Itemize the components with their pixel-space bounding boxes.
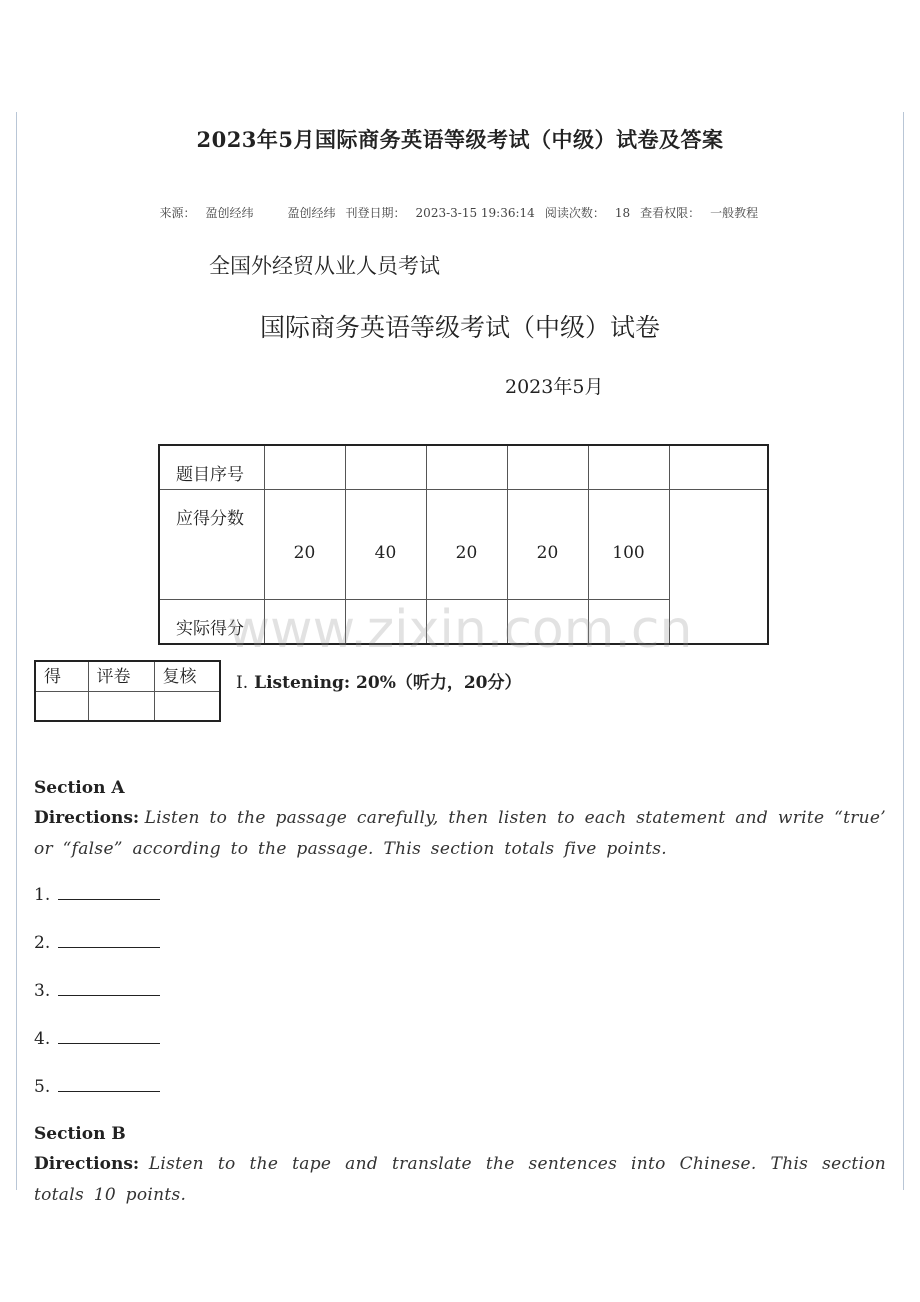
table-row — [35, 691, 220, 721]
points-cell: 40 — [345, 490, 426, 600]
directions-text: Listen to the tape and translate the sentences into Chinese. This section totals 10 points. — [34, 1154, 886, 1205]
part-title: Listening: 20%（听力，20分） — [254, 673, 522, 693]
part-numeral: Ⅰ. — [236, 673, 249, 693]
table-cell — [507, 445, 588, 490]
question-line — [34, 883, 160, 905]
grading-box — [34, 660, 221, 722]
answer-blank[interactable] — [58, 883, 160, 900]
table-cell — [264, 445, 345, 490]
points-cell: 20 — [264, 490, 345, 600]
date-label: 刊登日期： — [345, 206, 406, 220]
table-cell — [426, 445, 507, 490]
row-label: 题目序号 — [159, 445, 264, 490]
date-value: 2023-3-15 19:36:14 — [415, 206, 535, 220]
directions-label: Directions: — [34, 808, 140, 828]
source-value[interactable]: 盈创经纬 — [205, 206, 254, 220]
perm-label: 查看权限： — [640, 206, 701, 220]
table-cell — [345, 445, 426, 490]
table-row — [35, 661, 220, 691]
grade-header: 复核 — [154, 661, 220, 691]
exam-title: 国际商务英语等级考试（中级）试卷 — [259, 313, 660, 342]
table-cell — [669, 445, 768, 490]
article-meta — [0, 190, 920, 221]
grade-cell — [154, 691, 220, 721]
question-number: 3. — [34, 981, 51, 1001]
page-title: 2023年5月国际商务英语等级考试（中级）试卷及答案 — [196, 127, 724, 152]
section-a-title: Section A — [34, 778, 125, 798]
watermark: www.zixin.com.cn — [227, 600, 693, 660]
question-line — [34, 1075, 160, 1097]
section-a-directions — [34, 803, 886, 865]
points-cell: 20 — [426, 490, 507, 600]
answer-blank[interactable] — [58, 1075, 160, 1092]
directions-text: Listen to the passage carefully, then listen to each statement and write “true’ or “false” according to the passage. This section totals five points. — [34, 808, 886, 859]
table-row — [159, 490, 768, 600]
question-line — [34, 979, 160, 1001]
reads-label: 阅读次数： — [544, 206, 605, 220]
answer-blank[interactable] — [58, 1027, 160, 1044]
answer-blank[interactable] — [58, 931, 160, 948]
directions-label: Directions: — [34, 1154, 140, 1174]
question-line — [34, 1027, 160, 1049]
section-b-title: Section B — [34, 1124, 126, 1144]
grade-cell — [88, 691, 154, 721]
grade-header: 得 — [35, 661, 88, 691]
points-cell: 100 — [588, 490, 669, 600]
reads-value: 18 — [614, 206, 631, 220]
question-line — [34, 931, 160, 953]
row-label: 实际得分 — [159, 600, 264, 645]
question-number: 4. — [34, 1029, 51, 1049]
table-row — [159, 445, 768, 490]
points-cell: 20 — [507, 490, 588, 600]
author-value: 盈创经纬 — [287, 206, 336, 220]
grade-header: 评卷 — [88, 661, 154, 691]
perm-value: 一般教程 — [710, 206, 759, 220]
exam-date: 2023年5月 — [505, 376, 604, 398]
question-number: 1. — [34, 885, 51, 905]
section-b-directions — [34, 1149, 886, 1211]
part-heading — [236, 668, 522, 693]
question-number: 5. — [34, 1077, 51, 1097]
table-cell — [588, 445, 669, 490]
question-number: 2. — [34, 933, 51, 953]
exam-subtitle: 全国外经贸从业人员考试 — [209, 254, 440, 278]
row-label: 应得分数 — [159, 490, 264, 600]
answer-blank[interactable] — [58, 979, 160, 996]
source-label: 来源： — [159, 206, 196, 220]
grade-cell — [35, 691, 88, 721]
